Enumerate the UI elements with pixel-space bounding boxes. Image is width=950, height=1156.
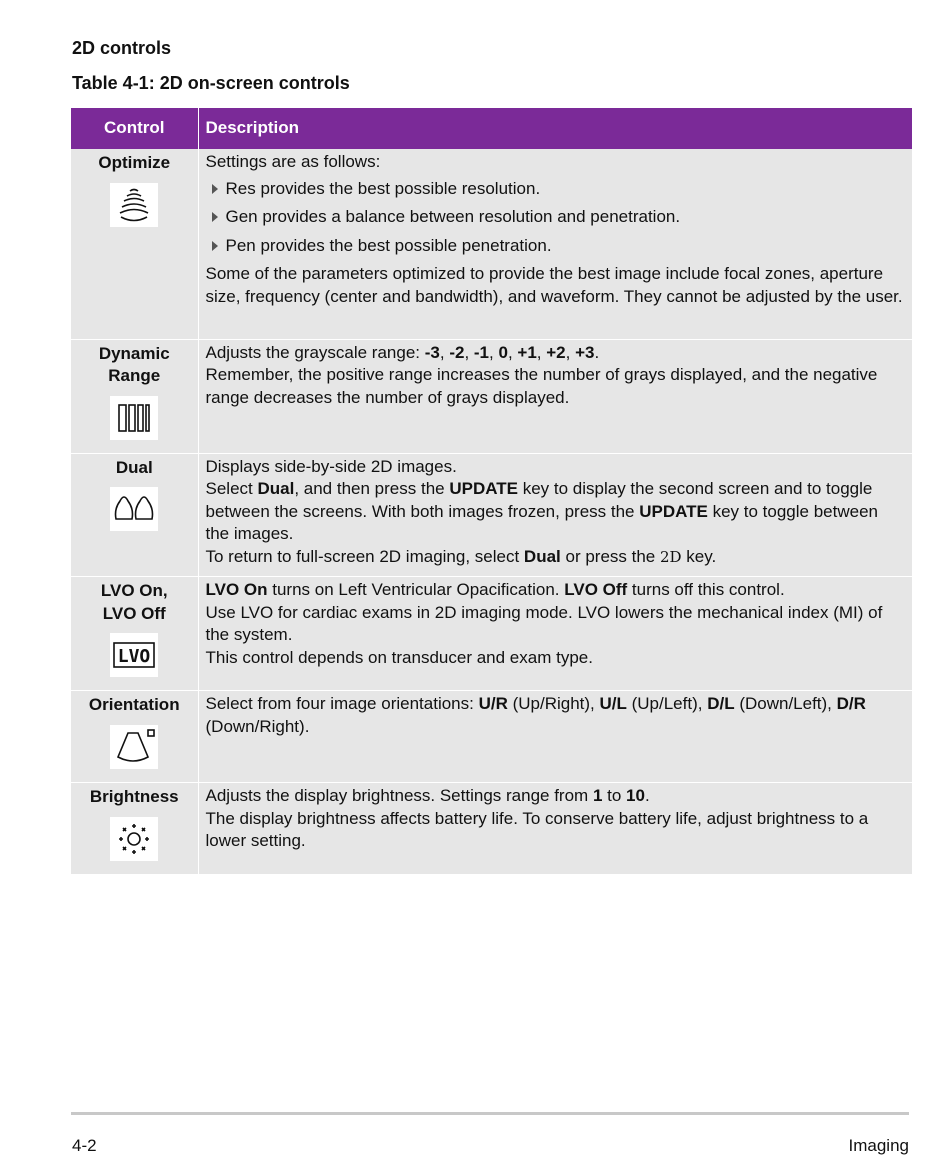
control-cell-brightness	[71, 783, 198, 875]
dynamic-range-text-1: Adjusts the grayscale range: -3, -2, -1, 0, +1, +2, +3.	[205, 342, 600, 362]
dual-text-1: Displays side-by-side 2D images.	[205, 456, 457, 476]
control-name-orientation: Orientation	[88, 695, 180, 714]
brightness-text-1: Adjusts the display brightness. Settings range from 1 to 10.	[205, 786, 650, 805]
header-control: Control	[71, 108, 198, 149]
page-number: 4-2	[72, 1136, 97, 1155]
row-optimize	[71, 149, 912, 339]
brightness-text-2: The display brightness affects battery life. To conserve battery life, adjust brightness to a lower setting.	[205, 808, 869, 850]
dynamic-range-icon[interactable]	[110, 396, 158, 440]
row-brightness	[71, 783, 912, 875]
control-cell-dual	[71, 453, 198, 577]
row-dual	[71, 453, 912, 577]
optimize-icon[interactable]	[110, 183, 158, 227]
row-dynamic-range	[71, 339, 912, 453]
description-cell-dual	[198, 453, 912, 577]
lvo-icon[interactable]	[110, 633, 158, 677]
list-item	[206, 178, 906, 201]
bullet-arrow-icon	[212, 184, 218, 194]
list-item	[206, 235, 906, 258]
dual-text-2: Select Dual, and then press the UPDATE key to display the second screen and to toggle between the screens. With both images frozen, press the UPDATE key to toggle between the images.	[205, 479, 878, 543]
bullet-arrow-icon	[212, 212, 218, 222]
lvo-text-2: Use LVO for cardiac exams in 2D imaging mode. LVO lowers the mechanical index (MI) of the system.	[205, 602, 883, 644]
control-name-dynamic-range: Dynamic Range	[98, 343, 170, 385]
control-cell-orientation	[71, 691, 198, 783]
chapter-name: Imaging	[848, 1136, 909, 1155]
control-name-optimize: Optimize	[98, 153, 171, 172]
lvo-text-1: LVO On turns on Left Ventricular Opacification. LVO Off turns off this control.	[205, 580, 785, 599]
dual-icon[interactable]	[110, 487, 158, 531]
control-name-brightness: Brightness	[89, 787, 179, 806]
optimize-outro: Some of the parameters optimized to provide the best image include focal zones, aperture size, frequency (center and bandwidth), and waveform. They cannot be adjusted by the user.	[205, 264, 903, 306]
dynamic-range-text-2: Remember, the positive range increases the number of grays displayed, and the negative range decreases the number of grays displayed.	[205, 365, 878, 407]
control-name-dual: Dual	[115, 457, 153, 477]
orientation-icon[interactable]	[110, 725, 158, 769]
lvo-text-3: This control depends on transducer and exam type.	[205, 647, 593, 667]
description-cell-orientation	[198, 691, 912, 783]
description-cell-optimize	[198, 149, 912, 339]
key-2d: 2D	[659, 547, 682, 566]
svg-text:LVO: LVO	[117, 646, 151, 667]
description-cell-dynamic-range	[198, 339, 912, 453]
header-description: Description	[198, 108, 912, 149]
section-title: 2D controls	[72, 38, 172, 58]
dual-text-3: To return to full-screen 2D imaging, select Dual or press the 2D key.	[205, 546, 717, 566]
brightness-icon[interactable]	[110, 817, 158, 861]
description-cell-brightness	[198, 783, 912, 875]
control-cell-dynamic-range	[71, 339, 198, 453]
row-lvo	[71, 577, 912, 691]
list-item	[206, 206, 906, 229]
table-header-row	[71, 108, 912, 149]
bullet-text: Gen provides a balance between resolution and penetration.	[225, 207, 681, 226]
description-cell-lvo	[198, 577, 912, 691]
optimize-intro: Settings are as follows:	[205, 152, 381, 171]
controls-table	[71, 108, 912, 875]
bullet-text: Pen provides the best possible penetration.	[225, 235, 552, 255]
table-caption: Table 4-1: 2D on-screen controls	[72, 73, 350, 93]
orientation-text: Select from four image orientations: U/R (Up/Right), U/L (Up/Left), D/L (Down/Left), D/R (Down/Right).	[205, 694, 866, 736]
control-cell-lvo	[71, 577, 198, 691]
bullet-arrow-icon	[212, 241, 218, 251]
bullet-text: Res provides the best possible resolution.	[225, 178, 541, 198]
row-orientation	[71, 691, 912, 783]
control-cell-optimize	[71, 149, 198, 339]
control-name-lvo: LVO On, LVO Off	[100, 581, 168, 623]
footer-divider	[71, 1112, 909, 1115]
